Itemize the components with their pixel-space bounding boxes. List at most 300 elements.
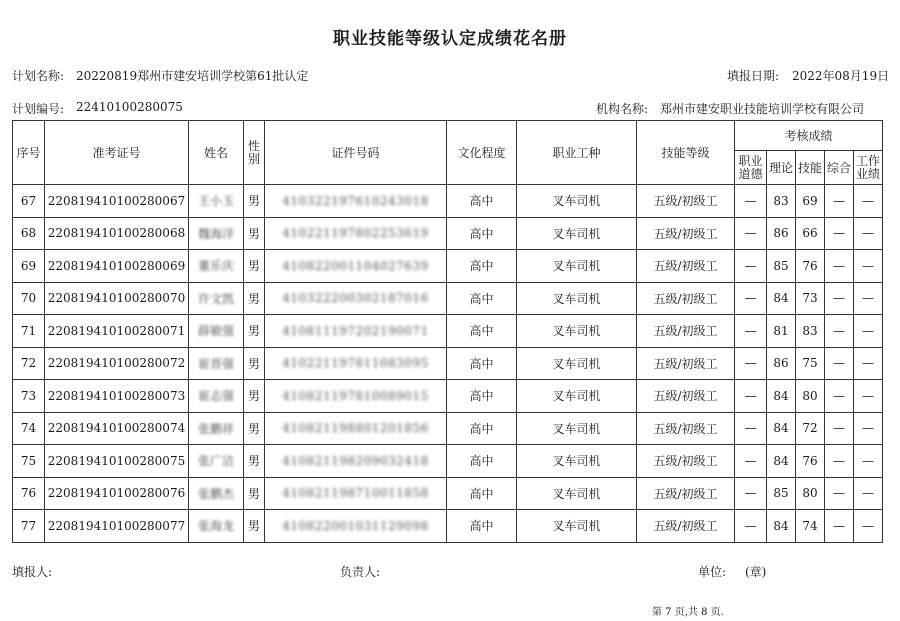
table-row	[13, 380, 883, 413]
cell-performance	[854, 510, 883, 543]
cell-occupation-text: 叉车司机	[552, 519, 601, 534]
cell-performance	[854, 445, 883, 478]
cell-skill	[796, 380, 825, 413]
cell-occupation-text: 叉车司机	[552, 421, 601, 436]
cell-name	[189, 315, 244, 348]
cell-gender	[244, 347, 265, 380]
cell-exam-no	[45, 445, 189, 478]
header-seq: 序号	[13, 121, 45, 185]
cell-seq-text: 71	[20, 323, 37, 338]
cell-gender	[244, 380, 265, 413]
cell-id-no	[265, 477, 447, 510]
cell-ethics	[735, 282, 767, 315]
cell-id-no-text: 410322200302187016	[282, 291, 429, 306]
cell-skill	[796, 445, 825, 478]
cell-ethics-text: —	[744, 323, 757, 338]
cell-name-text: 张广洁	[197, 454, 234, 469]
cell-id-no	[265, 347, 447, 380]
cell-occupation	[517, 510, 637, 543]
cell-education-text: 高中	[469, 519, 494, 534]
cell-occupation	[517, 282, 637, 315]
table-row	[13, 347, 883, 380]
cell-exam-no-text: 220819410100280067	[47, 193, 186, 208]
cell-gender-text: 男	[247, 356, 260, 371]
cell-comprehensive	[825, 315, 854, 348]
cell-seq-text: 68	[20, 226, 37, 241]
cell-name-text: 崔晋强	[197, 356, 234, 371]
cell-id-no	[265, 315, 447, 348]
cell-skill	[796, 412, 825, 445]
cell-performance	[854, 347, 883, 380]
cell-theory-text: 84	[773, 518, 789, 533]
cell-exam-no-text: 220819410100280075	[47, 453, 186, 468]
cell-skill-text: 83	[802, 323, 818, 338]
org-label: 机构名称:	[596, 102, 649, 116]
cell-level	[637, 282, 735, 315]
cell-performance	[854, 282, 883, 315]
cell-ethics	[735, 510, 767, 543]
cell-id-no-text: 410322197610243018	[282, 193, 429, 208]
cell-theory-text: 81	[773, 323, 789, 338]
cell-comprehensive	[825, 477, 854, 510]
cell-ethics	[735, 250, 767, 283]
fill-date-label: 填报日期:	[727, 69, 780, 83]
cell-education-text: 高中	[469, 486, 494, 501]
cell-performance-text: —	[862, 323, 874, 338]
cell-ethics-text: —	[744, 356, 757, 371]
org-name: 郑州市建安职业技能培训学校有限公司	[660, 102, 865, 116]
header-exam-no: 准考证号	[45, 121, 189, 185]
cell-exam-no-text: 220819410100280076	[47, 486, 186, 501]
cell-education-text: 高中	[469, 259, 494, 274]
cell-theory	[767, 282, 796, 315]
fill-date: 2022年08月19日	[792, 69, 890, 83]
cell-education-text: 高中	[469, 324, 494, 339]
cell-performance	[854, 185, 883, 218]
cell-level	[637, 412, 735, 445]
cell-exam-no-text: 220819410100280070	[47, 291, 186, 306]
cell-gender-text: 男	[247, 454, 260, 469]
cell-skill	[796, 217, 825, 250]
cell-occupation	[517, 347, 637, 380]
cell-id-no	[265, 282, 447, 315]
cell-gender	[244, 315, 265, 348]
cell-occupation-text: 叉车司机	[552, 324, 601, 339]
cell-occupation	[517, 412, 637, 445]
cell-name-text: 张海龙	[197, 519, 234, 534]
cell-occupation-text: 叉车司机	[552, 454, 601, 469]
cell-education	[447, 477, 517, 510]
cell-id-no-text: 410822001031129098	[282, 518, 429, 533]
cell-ethics	[735, 315, 767, 348]
cell-ethics	[735, 185, 767, 218]
cell-name-text: 董乐庆	[197, 259, 234, 274]
cell-level-text: 五级/初级工	[653, 421, 718, 436]
cell-ethics	[735, 217, 767, 250]
cell-gender-text: 男	[247, 194, 260, 209]
cell-skill-text: 76	[802, 258, 818, 273]
header-occupation: 职业工种	[517, 121, 637, 185]
cell-skill	[796, 510, 825, 543]
cell-level-text: 五级/初级工	[653, 356, 718, 371]
cell-ethics	[735, 412, 767, 445]
cell-ethics	[735, 347, 767, 380]
cell-seq	[13, 510, 45, 543]
page-title: 职业技能等级认定成绩花名册	[333, 29, 567, 49]
cell-exam-no	[45, 315, 189, 348]
cell-exam-no	[45, 185, 189, 218]
cell-occupation-text: 叉车司机	[552, 486, 601, 501]
cell-gender-text: 男	[247, 259, 260, 274]
cell-level-text: 五级/初级工	[653, 259, 718, 274]
cell-gender-text: 男	[247, 389, 260, 404]
roster-body	[13, 185, 883, 543]
cell-theory	[767, 445, 796, 478]
cell-name	[189, 477, 244, 510]
cell-skill-text: 80	[802, 486, 818, 501]
cell-id-no-text: 410821198801201856	[282, 421, 429, 436]
cell-name-text: 张鹏杰	[197, 486, 234, 501]
cell-exam-no	[45, 380, 189, 413]
cell-seq	[13, 217, 45, 250]
cell-theory-text: 84	[773, 291, 789, 306]
cell-theory-text: 84	[773, 421, 789, 436]
cell-id-no-text: 410821198710011858	[282, 486, 429, 501]
cell-exam-no	[45, 412, 189, 445]
cell-skill	[796, 347, 825, 380]
cell-seq-text: 76	[20, 486, 37, 501]
cell-comprehensive-text: —	[833, 356, 845, 371]
cell-theory	[767, 380, 796, 413]
cell-comprehensive-text: —	[833, 486, 845, 501]
cell-id-no	[265, 185, 447, 218]
cell-ethics-text: —	[744, 518, 757, 533]
header-comprehensive: 综合	[825, 151, 854, 185]
cell-gender	[244, 217, 265, 250]
cell-id-no	[265, 380, 447, 413]
filler-label: 填报人:	[12, 565, 53, 579]
cell-seq-text: 72	[20, 356, 37, 371]
cell-seq	[13, 445, 45, 478]
seal-mark: (章)	[745, 565, 767, 579]
table-row	[13, 510, 883, 543]
page-number: 第 7 页,共 8 页.	[652, 607, 724, 618]
cell-id-no	[265, 217, 447, 250]
cell-comprehensive	[825, 185, 854, 218]
header-id-no: 证件号码	[265, 121, 447, 185]
plan-name: 20220819郑州市建安培训学校第61批认定	[76, 69, 309, 83]
cell-id-no-text: 410821197810089015	[282, 388, 429, 403]
cell-comprehensive-text: —	[833, 226, 845, 241]
cell-ethics-text: —	[744, 486, 757, 501]
cell-performance-text: —	[862, 258, 874, 273]
cell-level	[637, 380, 735, 413]
cell-performance	[854, 217, 883, 250]
cell-gender	[244, 445, 265, 478]
plan-no-label: 计划编号:	[12, 102, 65, 116]
cell-exam-no-text: 220819410100280074	[47, 421, 186, 436]
cell-performance	[854, 412, 883, 445]
cell-ethics	[735, 380, 767, 413]
cell-ethics-text: —	[744, 388, 757, 403]
cell-name	[189, 185, 244, 218]
cell-exam-no-text: 220819410100280077	[47, 518, 186, 533]
header-theory: 理论	[767, 151, 796, 185]
header-education: 文化程度	[447, 121, 517, 185]
cell-level	[637, 217, 735, 250]
cell-theory	[767, 315, 796, 348]
cell-id-no	[265, 510, 447, 543]
cell-comprehensive	[825, 250, 854, 283]
cell-education	[447, 250, 517, 283]
cell-comprehensive	[825, 445, 854, 478]
cell-id-no-text: 410822001104027639	[282, 258, 429, 273]
cell-occupation-text: 叉车司机	[552, 226, 601, 241]
cell-education-text: 高中	[469, 356, 494, 371]
cell-seq-text: 73	[20, 388, 37, 403]
cell-comprehensive	[825, 412, 854, 445]
cell-ethics-text: —	[744, 291, 757, 306]
cell-gender	[244, 282, 265, 315]
cell-performance-text: —	[862, 486, 874, 501]
cell-gender-text: 男	[247, 519, 260, 534]
cell-level	[637, 445, 735, 478]
cell-seq	[13, 412, 45, 445]
table-row	[13, 445, 883, 478]
table-row	[13, 250, 883, 283]
cell-name	[189, 282, 244, 315]
header-level: 技能等级	[637, 121, 735, 185]
cell-gender	[244, 412, 265, 445]
cell-name	[189, 250, 244, 283]
cell-level-text: 五级/初级工	[653, 454, 718, 469]
cell-exam-no-text: 220819410100280072	[47, 356, 186, 371]
cell-theory	[767, 477, 796, 510]
cell-education-text: 高中	[469, 454, 494, 469]
cell-ethics	[735, 445, 767, 478]
cell-seq	[13, 315, 45, 348]
cell-id-no	[265, 445, 447, 478]
cell-education	[447, 217, 517, 250]
cell-exam-no	[45, 250, 189, 283]
table-row	[13, 477, 883, 510]
table-row	[13, 412, 883, 445]
cell-level-text: 五级/初级工	[653, 486, 718, 501]
cell-name	[189, 510, 244, 543]
cell-performance-text: —	[862, 291, 874, 306]
cell-skill-text: 75	[802, 356, 818, 371]
cell-occupation-text: 叉车司机	[552, 291, 601, 306]
cell-seq-text: 77	[20, 518, 37, 533]
cell-gender	[244, 510, 265, 543]
cell-education	[447, 445, 517, 478]
cell-gender-text: 男	[247, 421, 260, 436]
cell-skill	[796, 185, 825, 218]
cell-seq	[13, 477, 45, 510]
cell-education	[447, 510, 517, 543]
cell-theory-text: 85	[773, 258, 789, 273]
cell-performance	[854, 315, 883, 348]
header-gender: 性别	[244, 121, 265, 185]
cell-comprehensive-text: —	[833, 291, 845, 306]
cell-name	[189, 217, 244, 250]
cell-level-text: 五级/初级工	[653, 291, 718, 306]
cell-comprehensive-text: —	[833, 258, 845, 273]
cell-theory-text: 84	[773, 388, 789, 403]
cell-occupation-text: 叉车司机	[552, 259, 601, 274]
cell-ethics-text: —	[744, 226, 757, 241]
cell-seq-text: 74	[20, 421, 37, 436]
cell-skill-text: 69	[802, 193, 818, 208]
cell-exam-no	[45, 347, 189, 380]
cell-seq-text: 70	[20, 291, 37, 306]
cell-name-text: 张鹏祥	[197, 421, 234, 436]
cell-occupation	[517, 445, 637, 478]
cell-seq	[13, 282, 45, 315]
cell-skill-text: 72	[802, 421, 818, 436]
cell-ethics-text: —	[744, 193, 757, 208]
cell-occupation	[517, 315, 637, 348]
header-name: 姓名	[189, 121, 244, 185]
cell-gender-text: 男	[247, 324, 260, 339]
cell-seq	[13, 185, 45, 218]
cell-education	[447, 282, 517, 315]
cell-exam-no	[45, 282, 189, 315]
cell-education-text: 高中	[469, 389, 494, 404]
cell-name-text: 王小玉	[197, 194, 234, 209]
cell-skill	[796, 282, 825, 315]
header-scores: 考核成绩	[735, 121, 883, 151]
cell-exam-no	[45, 477, 189, 510]
cell-occupation-text: 叉车司机	[552, 356, 601, 371]
cell-level-text: 五级/初级工	[653, 324, 718, 339]
cell-name	[189, 347, 244, 380]
cell-education	[447, 185, 517, 218]
cell-level	[637, 510, 735, 543]
cell-comprehensive-text: —	[833, 388, 845, 403]
header-skill: 技能	[796, 151, 825, 185]
cell-theory-text: 83	[773, 193, 789, 208]
cell-level	[637, 347, 735, 380]
cell-performance	[854, 250, 883, 283]
cell-seq-text: 75	[20, 453, 37, 468]
cell-ethics-text: —	[744, 258, 757, 273]
cell-comprehensive	[825, 380, 854, 413]
cell-comprehensive-text: —	[833, 421, 845, 436]
cell-name	[189, 445, 244, 478]
header-ethics: 职业道德	[735, 151, 767, 185]
cell-seq	[13, 250, 45, 283]
cell-skill-text: 80	[802, 388, 818, 403]
cell-theory	[767, 217, 796, 250]
cell-education	[447, 412, 517, 445]
cell-theory-text: 86	[773, 226, 789, 241]
cell-performance	[854, 380, 883, 413]
cell-skill-text: 73	[802, 291, 818, 306]
cell-theory-text: 86	[773, 356, 789, 371]
cell-comprehensive-text: —	[833, 453, 845, 468]
cell-performance-text: —	[862, 453, 874, 468]
table-row	[13, 185, 883, 218]
cell-skill-text: 76	[802, 453, 818, 468]
cell-performance-text: —	[862, 356, 874, 371]
cell-id-no-text: 410221197811083095	[282, 356, 429, 371]
cell-name-text: 薛敏强	[197, 324, 234, 339]
cell-level	[637, 315, 735, 348]
cell-id-no-text: 410811197202190071	[282, 323, 429, 338]
cell-gender	[244, 185, 265, 218]
cell-gender-text: 男	[247, 226, 260, 241]
cell-ethics-text: —	[744, 421, 757, 436]
cell-performance-text: —	[862, 226, 874, 241]
cell-education-text: 高中	[469, 421, 494, 436]
cell-theory-text: 84	[773, 453, 789, 468]
cell-education-text: 高中	[469, 194, 494, 209]
header-performance: 工作业绩	[854, 151, 883, 185]
cell-occupation-text: 叉车司机	[552, 389, 601, 404]
cell-name-text: 许文凯	[197, 291, 234, 306]
cell-theory	[767, 510, 796, 543]
cell-performance-text: —	[862, 518, 874, 533]
table-row	[13, 282, 883, 315]
cell-skill	[796, 250, 825, 283]
cell-exam-no-text: 220819410100280071	[47, 323, 186, 338]
cell-education-text: 高中	[469, 226, 494, 241]
cell-comprehensive-text: —	[833, 518, 845, 533]
cell-exam-no-text: 220819410100280069	[47, 258, 186, 273]
cell-education	[447, 380, 517, 413]
cell-seq	[13, 380, 45, 413]
cell-theory	[767, 347, 796, 380]
cell-seq	[13, 347, 45, 380]
cell-seq-text: 69	[20, 258, 37, 273]
cell-occupation	[517, 217, 637, 250]
cell-level-text: 五级/初级工	[653, 389, 718, 404]
cell-theory	[767, 250, 796, 283]
cell-gender-text: 男	[247, 291, 260, 306]
cell-ethics-text: —	[744, 453, 757, 468]
cell-comprehensive-text: —	[833, 323, 845, 338]
cell-exam-no-text: 220819410100280073	[47, 388, 186, 403]
cell-theory	[767, 412, 796, 445]
cell-education	[447, 347, 517, 380]
unit-label: 单位:	[698, 565, 727, 579]
cell-level-text: 五级/初级工	[653, 194, 718, 209]
responsible-label: 负责人:	[340, 565, 381, 579]
score-roster-table	[12, 120, 883, 543]
cell-exam-no	[45, 510, 189, 543]
cell-theory	[767, 185, 796, 218]
cell-exam-no-text: 220819410100280068	[47, 226, 186, 241]
cell-skill	[796, 315, 825, 348]
cell-exam-no	[45, 217, 189, 250]
cell-id-no	[265, 412, 447, 445]
cell-comprehensive-text: —	[833, 193, 845, 208]
cell-level-text: 五级/初级工	[653, 519, 718, 534]
cell-skill	[796, 477, 825, 510]
cell-level	[637, 477, 735, 510]
cell-seq-text: 67	[20, 193, 37, 208]
cell-occupation	[517, 185, 637, 218]
cell-performance	[854, 477, 883, 510]
cell-occupation	[517, 380, 637, 413]
cell-gender	[244, 477, 265, 510]
cell-performance-text: —	[862, 388, 874, 403]
cell-comprehensive	[825, 282, 854, 315]
cell-name	[189, 380, 244, 413]
cell-comprehensive	[825, 510, 854, 543]
cell-comprehensive	[825, 347, 854, 380]
